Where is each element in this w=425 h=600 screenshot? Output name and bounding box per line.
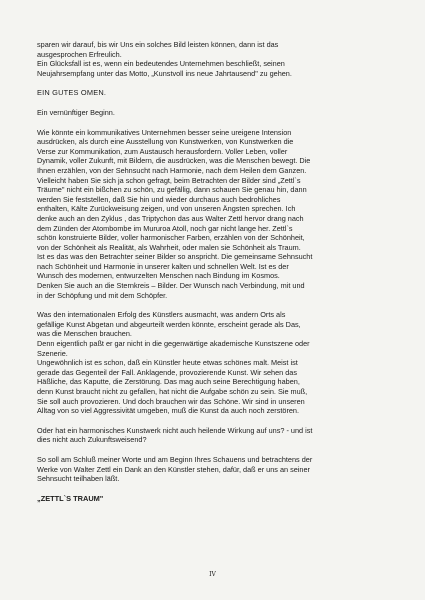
text-line: von der Schönheit als Realität, als Wahrheit, oder malen sie Schönheit als Traum. [37,242,301,252]
body-paragraph-3 [37,426,383,445]
text-line: werden Sie feststellen, daß Sie hin und wieder durchaus auch bedrohliches [37,194,281,204]
text-line: denn Kunst braucht nicht zu gefallen, hat nicht die Aufgabe schön zu sein. Sie muß, [37,387,308,396]
text-line: ausgesprochen Erfreulich. [37,49,122,59]
text-line: sparen wir darauf, bis wir Uns ein solches Bild leisten können, dann ist das [37,40,279,49]
text-line: So soll am Schluß meiner Worte und am Beginn Ihres Schauens und betrachtens der [37,454,313,464]
text-line: Ein Glücksfall ist es, wenn ein bedeutendes Unternehmen beschließt, seinen [37,59,285,69]
body-paragraph-4 [37,455,383,484]
section-heading: EIN GUTES OMEN. [37,88,107,98]
text-line: Wunsch des modernen, entwurzelten Menschen nach Bindung im Kosmos. [37,271,280,281]
text-line: Träume" nicht ein bißchen zu schön, zu gefällig, dann schauen Sie genau hin, dann [37,185,307,195]
text-line: Wie könnte ein kommunikatives Unternehmen besser seine ureigene Intension [37,127,292,137]
body-paragraph-2 [37,310,383,416]
text-line: dies nicht auch Zukunftsweisend? [37,435,147,445]
text-line: Denken Sie auch an die Sternkreis – Bilder. Der Wunsch nach Verbindung, mit und [37,281,305,291]
text-line: Ungewöhnlich ist es schon, daß ein Künstler heute etwas schönes malt. Meist ist [37,358,298,368]
text-line: Denn eigentlich paßt er gar nicht in die gegenwärtige akademische Kunstszene oder [37,339,310,349]
document-body [37,40,383,503]
closing-title: „ZETTL`S TRAUM" [37,493,104,503]
text-line: Was den internationalen Erfolg des Künstlers ausmacht, was andern Orts als [37,310,286,320]
subheading: Ein vernünftiger Beginn. [37,107,115,117]
text-line: ausdrücken, als durch eine Ausstellung von Kunstwerken, von Kunstwerken die [37,137,294,147]
text-line: Werke von Walter Zettl ein Dank an den Künstler stehen, dafür, daß er uns an seiner [37,464,310,474]
text-line: Oder hat ein harmonisches Kunstwerk nicht auch heilende Wirkung auf uns? - und ist [37,425,313,435]
body-paragraph-1 [37,128,383,301]
text-line: Szenerie. [37,348,68,358]
text-line: Dynamik, voller Zukunft, mit Bildern, die ausdrücken, was die Menschen bewegt. Die [37,156,311,166]
text-line: Ihnen erzählen, von der Sehnsucht nach Harmonie, nach dem Heilen dem Ganzen. [37,165,307,175]
text-line: Sie soll auch provozieren. Und doch brauchen wir das Schöne. Wir sind in unseren [37,396,305,406]
text-line: Alltag von so viel Aggressivität umgeben, muß die Kunst da auch noch zerstören. [37,406,300,416]
text-line: was die Menschen brauchen. [37,329,132,339]
text-line: enthalten, Kälte Zurückweisung zeigen, und von unseren Ängsten sprechen. Ich [37,204,296,214]
page-number: IV [209,571,216,578]
text-line: dem Zünden der Atombombe im Mururoa Atoll, noch gar nicht lange her. Zettl`s [37,223,293,233]
text-line: gefällige Kunst Abgetan und abgeurteilt werden könnte, erscheint gerade als Das, [37,319,301,329]
text-line: gerade das Gegenteil der Fall. Anklagende, provozierende Kunst. Wir sehen das [37,367,298,377]
intro-paragraph [37,40,383,78]
text-line: Sehnsucht teilhaben läßt. [37,474,120,484]
text-line: Verse zur Kommunikation, zum Austausch herausfordern. Voller Leben, voller [37,146,288,156]
text-line: Vielleicht haben Sie sich ja schon gefragt, beim Betrachten der Bilder sind „Zettl`s [37,175,301,185]
text-line: in der Schöpfung und mit dem Schöpfer. [37,290,168,300]
text-line: Häßliche, das Kaputte, die Zerstörung. Das mag auch seine Berechtigung haben, [37,377,300,387]
text-line: denke auch an den Zyklus , das Triptychon das aus Walter Zettl hervor drang nach [37,213,304,223]
text-line: Neujahrsempfang unter das Motto, „Kunstvoll ins neue Jahrtausend" zu gehen. [37,68,292,78]
text-line: Ist es das was den Betrachter seiner Bilder so anspricht. Die gemeinsame Sehnsucht [37,252,313,262]
text-line: schön konstruierte Bilder, voller harmonischer Farben, erzählen von der Schönheit, [37,233,305,243]
text-line: nach Schönheit und Harmonie in unserer kalten und schnellen Welt. Ist es der [37,261,289,271]
